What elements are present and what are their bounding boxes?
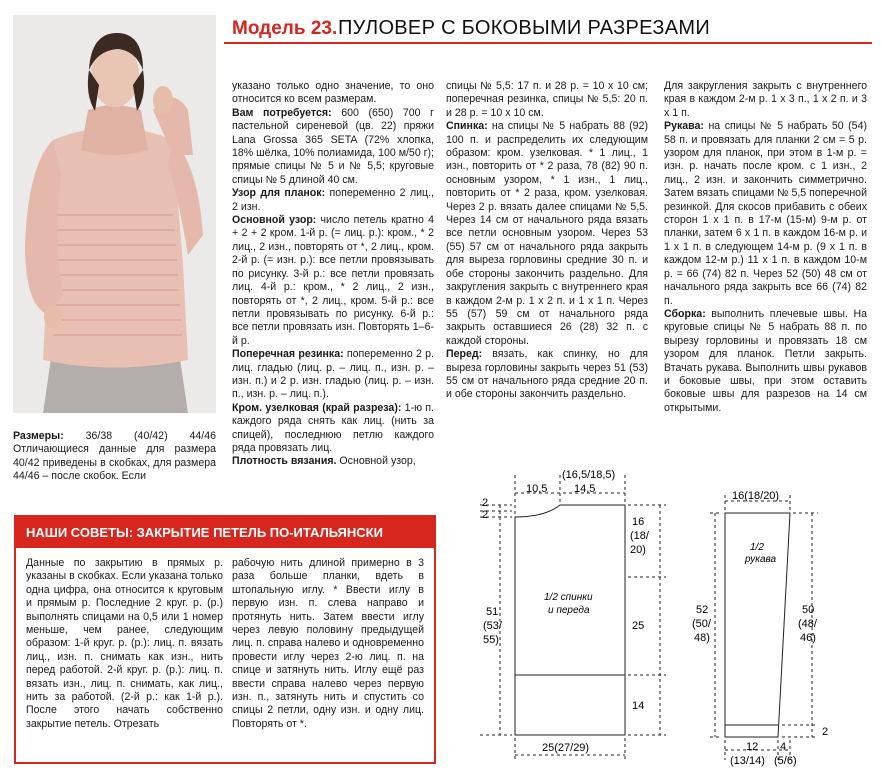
density-continued: спицы № 5,5: 17 п. и 28 р. = 10 x 10 см; поперечная резинка, спицы № 5,5: 20 п. и 28 р. = 10 x 10 см. (446, 80, 648, 119)
sleeve-label: Рукава: (664, 120, 704, 133)
body-pattern-diagram (470, 465, 670, 770)
sizes-value: 36/38 (40/42) 44/46 (63, 430, 216, 442)
sleeve-dim-right-3: 46) (800, 632, 816, 644)
sleeve-dim-left-1: 52 (696, 604, 709, 616)
sleeve-dim-bottom-d: (5/6) (774, 755, 797, 767)
materials-text: 600 (650) 700 г пастельной сиреневой (цв. 22) пряжи Lana Grossa 365 SETA (72% хлопка, 18% шёлка, 10% полиамида, 100 м/50 г); прямые спицы № 5 и № 5,5; круговые спицы № 5 длиной 40 см. (232, 106, 434, 186)
dim-top-left: 10,5 (526, 483, 548, 495)
tips-heading: НАШИ СОВЕТЫ: ЗАКРЫТИЕ ПЕТЕЛЬ ПО-ИТАЛЬЯНСКИ (26, 525, 383, 540)
dim-right-mid: 25 (632, 620, 645, 632)
sleeve-dim-right-small: 2 (822, 726, 829, 738)
sleeve-pattern-diagram (690, 485, 840, 775)
dim-left-mid-2: (53/ (483, 620, 502, 632)
front-text: вязать, как спинку, но для выреза горловины закрыть через 51 (53) 55 см от начального ряда средние 20 п. и обе стороны закончить раздельно. (446, 348, 648, 401)
front-continued: Для закругления закрыть с внутреннего края в каждом 2-м р. 1 x 3 п., 1 x 2 п. и 3 x 1 п. (664, 80, 867, 119)
model-photo (13, 15, 216, 413)
rib-label: Поперечная резинка: (232, 348, 344, 361)
density-text: Основной узор, (336, 455, 416, 468)
dim-left-mid-1: 51 (486, 606, 499, 618)
tips-left-column: Данные по закрытию в прямых р. указаны в скобках. Если указана только одна цифра, она относится к круговым и прямым р. Последние 2 круг. р. (р.) выполнять спицами на 0,5 или 1 номер меньше, чем ранее, следующим образом: 1-й круг. р. (р.): лиц. п. вязать лиц., изн. п. снимать как изн., нить перед работой. 2-й круг. р. (р.): лиц. п. вязать изн., лиц. п. снимать, как лиц., нить за работой. (2-й р.: как 1-й р.). После этого начать собственно закрытие петель. Отрезать (26, 557, 224, 730)
assembly-text: выполнить плечевые швы. На круговые спицы № 5 набрать 88 п. по вырезу горловины и провязать 18 см узором для планок. Петли закрыть. Втачать рукава. Выполнить швы рукавов и боковые швы, при этом оставить боковые швы для разрезов на 14 см открытыми. (664, 307, 867, 414)
planki-text: попеременно 2 лиц., 2 изн. (232, 187, 435, 213)
dim-top-right-b: 14,5 (574, 483, 596, 495)
sleeve-dim-left-2: (50/ (692, 618, 711, 630)
dim-right-bottom: 14 (632, 700, 645, 712)
main-pattern-label: Основной узор: (232, 214, 317, 227)
page-title (224, 14, 872, 44)
main-pattern-text: число петель кратно 4 + 2 + 2 кром. 1-й р. (= лиц. р.): кром., * 2 лиц., 2 изн., повторять от *, 2 лиц., кром. 2-й р. (= изн. р.): все петли провязывать по рисунку. 3-й р.: все петли провязать лиц. 4-й р.: кром., * 2 лиц., 2 изн., повторять от *, 2 лиц., кром. 5-й р.: все петли провязывать по рисунку. 6-й р.: все петли провязать изн. Повторять 1–6-й р. (232, 214, 434, 347)
edge-label: Кром. узелковая (край разреза): (232, 401, 402, 414)
back-label: Спинка: (446, 120, 488, 133)
sleeve-dim-bottom-c: (13/14) (730, 755, 765, 767)
dim-left-2a: 2 (482, 497, 489, 509)
instructions-column-1 (232, 80, 434, 469)
body-outline (515, 505, 625, 735)
paragraph-intro: указано только одно значение, то оно относится ко всем размерам. (232, 80, 434, 106)
planki-label: Узор для планок: (232, 187, 326, 200)
tips-header (16, 517, 434, 548)
sleeve-dim-right-2: (48/ (798, 618, 817, 630)
sizes-text: Отличающиеся данные для размера 40/42 приведены в скобках, для размера 44/46 – после скобок. Если (13, 443, 216, 483)
assembly-label: Сборка: (664, 307, 706, 320)
dim-right-top-2: (18/ (630, 530, 649, 542)
sizes-label: Размеры: (13, 430, 64, 442)
dim-left-mid-3: 55) (483, 634, 499, 646)
materials-label: Вам потребуется: (232, 106, 332, 119)
front-label: Перед: (446, 348, 483, 361)
model-name: ПУЛОВЕР С БОКОВЫМИ РАЗРЕЗАМИ (338, 17, 711, 39)
sleeve-dim-top: 16(18/20) (732, 490, 780, 502)
model-number: Модель 23. (232, 18, 338, 39)
back-text: на спицы № 5 набрать 88 (92) 100 п. и распределить их следующим образом: кром. узелковая. * 1 лиц., 1 изн., повторить от * 2 раза, 78 (82) 90 п. основным узором, * 1 изн., 1 лиц., повторить от * 2 раза, кром. узелковая. Через 2 р. вязать далее спицами № 5,5. Через 14 см от начального ряда вязать все петли основным узором. Через 53 (55) 57 см от начального ряда закрыть для выреза горловины средние 30 п. и обе стороны закончить раздельно. Для закругления закрыть с внутреннего края в каждом 2-м р. 1 x 2 п. и 1 x 1 п. Через 55 (57) 59 см от начального ряда закрыть оставшиеся 26 (28) 32 п. с каждой стороны. (446, 120, 648, 347)
sleeve-label-2: рукава (745, 554, 777, 565)
instructions-column-2 (446, 80, 648, 402)
sleeve-text: на спицы № 5 набрать 50 (54) 58 п. и провязать для планки 2 см = 5 р. узором для планок, при этом в 1-м р. = изн. р. начать после кром. с 1 изн., 2 лиц., 2 изн. и закончить симметрично. Затем вязать спицами № 5,5 поперечной резинкой. Для скосов прибавить с обеих сторон 1 x 1 п. в 17-м (15-м) 9-м р. от планки, затем 6 x 1 п. в каждом 16-м р. и 1 x 1 п. в следующем 14-м р. (9 x 1 п. в каждом 12-м р.) 11 x 1 п. в каждом 10-м р. = 66 (74) 82 п. Через 52 (50) 48 см от начального ряда закрыть все 66 (74) 82 п. (664, 120, 867, 307)
sleeve-dim-bottom-a: 12 (746, 741, 759, 753)
sleeve-dim-bottom-b: 4 (780, 741, 787, 753)
body-label-1: 1/2 спинки (544, 592, 593, 603)
tips-right-column: рабочую нить длиной примерно в 3 раза больше планки, вдеть в штопальную иглу. * Ввести иглу в первую изн. п. слева направо и протянуть нить. Затем ввести иглу через левую половину предыдущей лиц. п. справа налево и одновременно провести иглу через 2-ю лиц. п. на спице и затянуть нить. Иглу ещё раз ввести справа налево через первую изн. п., затянуть нить и спустить со спицы 2 петли, одну изн. и одну лиц. Повторять от *. (232, 557, 424, 730)
dim-top-right-a: (16,5/18,5) (562, 469, 616, 481)
sleeve-dim-left-3: 48) (694, 632, 710, 644)
tips-box (14, 515, 436, 764)
body-label-2: и переда (548, 605, 590, 616)
sleeve-label-1: 1/2 (750, 542, 764, 553)
instructions-column-3 (664, 80, 867, 415)
dim-left-2b: 2 (482, 509, 489, 521)
dim-right-top-3: 20) (630, 544, 646, 556)
dim-right-top-1: 16 (632, 516, 645, 528)
edge-text: 1-ю п. каждого ряда снять как лиц. (нить за спицей), последнюю петлю каждого ряда провязать лиц. (232, 401, 435, 454)
density-label: Плотность вязания. (232, 455, 337, 468)
sizes-block (13, 430, 216, 484)
dim-bottom: 25(27/29) (542, 742, 590, 754)
sleeve-dim-right-1: 50 (802, 604, 815, 616)
rib-text: попеременно 2 р. лиц. гладью (лиц. р. – лиц. п., изн. р. – изн. п.) и 2 р. изн. гладью (лиц. р. – изн. п., изн. р. – лиц. п.). (232, 348, 434, 401)
